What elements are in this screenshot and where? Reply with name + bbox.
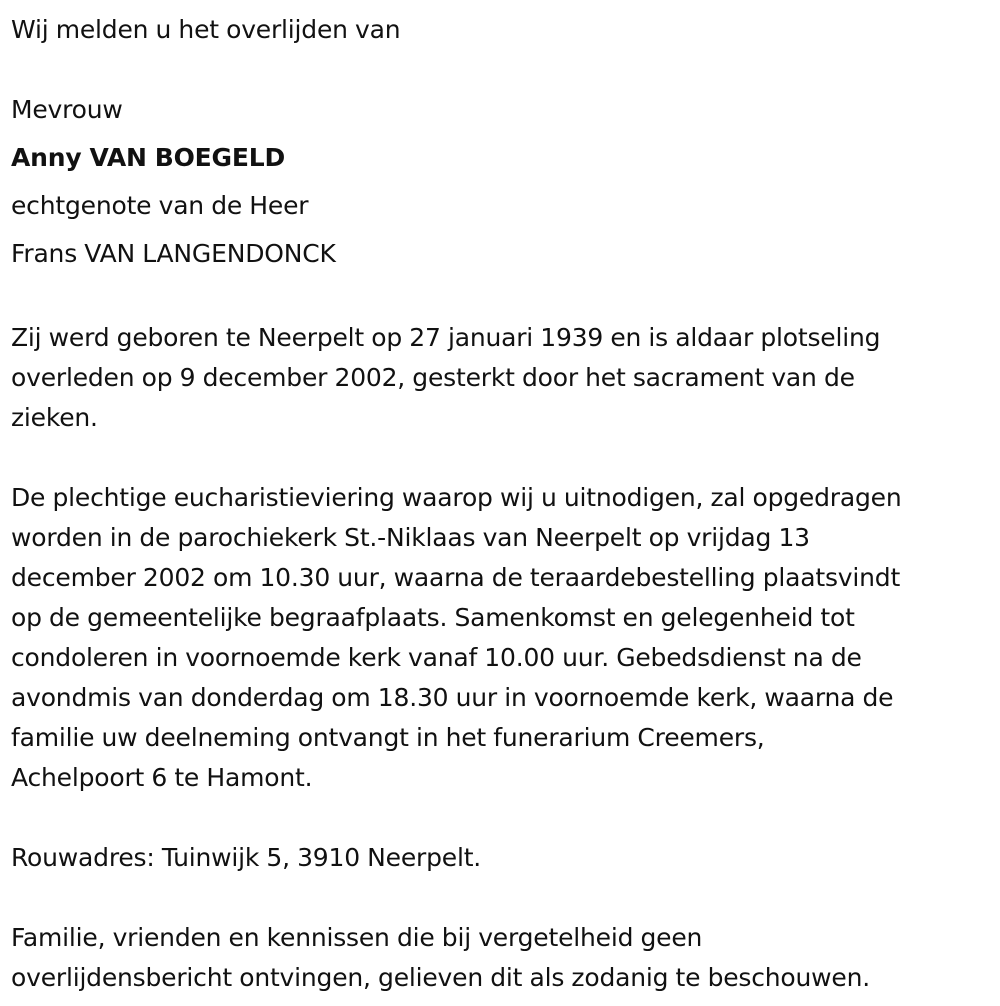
paragraph-line: zieken. — [11, 403, 98, 432]
paragraph-line: december 2002 om 10.30 uur, waarna de teraardebestelling plaatsvindt — [11, 563, 901, 592]
paragraph-line: Zij werd geboren te Neerpelt op 27 januari 1939 en is aldaar plotseling — [11, 323, 881, 352]
paragraph-line: overlijdensbericht ontvingen, gelieven dit als zodanig te beschouwen. — [11, 963, 870, 992]
ceremony-paragraph — [11, 478, 991, 798]
deceased-relation: echtgenote van de Heer — [11, 191, 309, 220]
deceased-name: Anny VAN BOEGELD — [11, 143, 286, 172]
spacer — [11, 54, 991, 86]
spouse-name: Frans VAN LANGENDONCK — [11, 239, 336, 268]
mourning-address: Rouwadres: Tuinwijk 5, 3910 Neerpelt. — [11, 843, 482, 872]
closing-paragraph — [11, 918, 991, 998]
intro-text: Wij melden u het overlijden van — [11, 15, 401, 44]
mourning-address-paragraph — [11, 838, 991, 878]
paragraph-line: Familie, vrienden en kennissen die bij vergetelheid geen — [11, 923, 703, 952]
spacer — [11, 438, 991, 478]
birth-death-paragraph — [11, 318, 991, 438]
paragraph-line: Achelpoort 6 te Hamont. — [11, 763, 313, 792]
paragraph-line: worden in de parochiekerk St.-Niklaas van Neerpelt op vrijdag 13 — [11, 523, 810, 552]
deceased-title: Mevrouw — [11, 95, 123, 124]
paragraph-line: op de gemeentelijke begraafplaats. Samenkomst en gelegenheid tot — [11, 603, 855, 632]
paragraph-line: avondmis van donderdag om 18.30 uur in voornoemde kerk, waarna de — [11, 683, 894, 712]
spacer — [11, 798, 991, 838]
paragraph-line: De plechtige eucharistieviering waarop wij u uitnodigen, zal opgedragen — [11, 483, 902, 512]
paragraph-line: overleden op 9 december 2002, gesterkt door het sacrament van de — [11, 363, 855, 392]
obituary-document — [11, 6, 991, 998]
spacer — [11, 878, 991, 918]
deceased-block — [11, 86, 991, 278]
spacer — [11, 278, 991, 318]
paragraph-line: familie uw deelneming ontvangt in het funerarium Creemers, — [11, 723, 765, 752]
paragraph-line: condoleren in voornoemde kerk vanaf 10.00 uur. Gebedsdienst na de — [11, 643, 862, 672]
